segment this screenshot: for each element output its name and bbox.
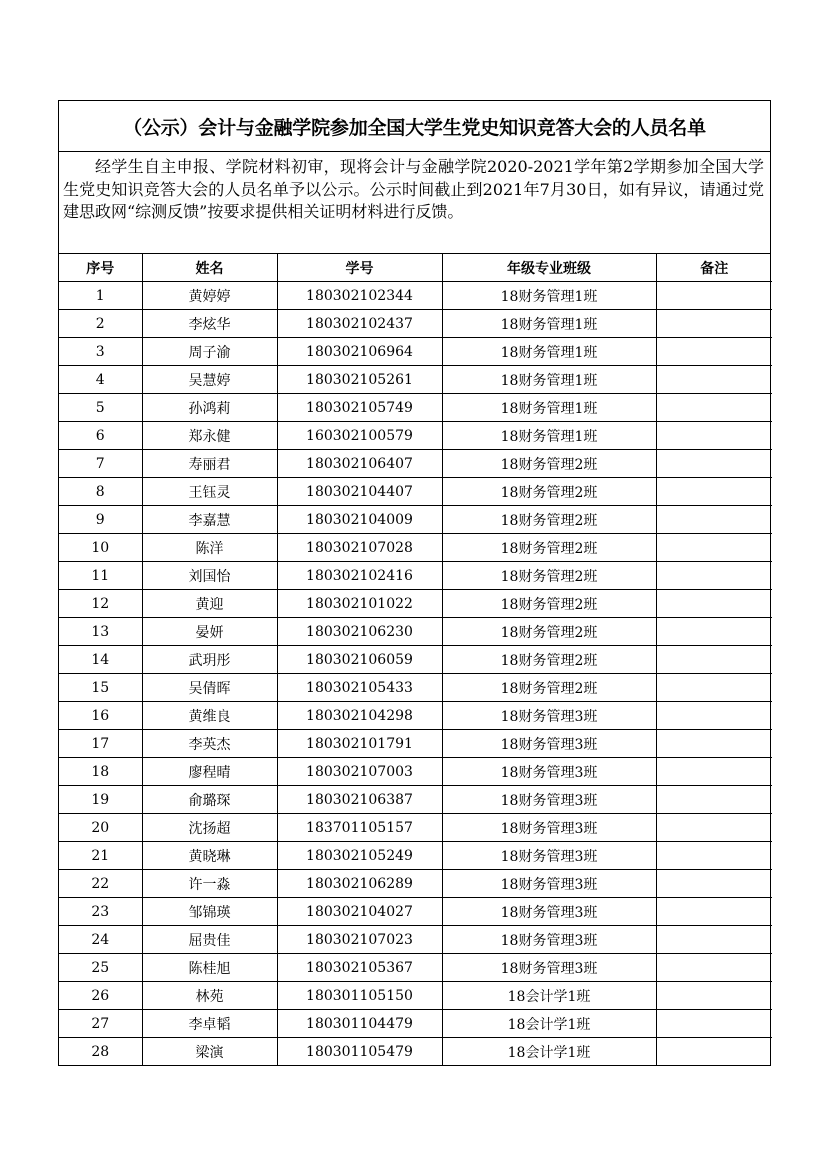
cell-student-id: 180302104009 — [277, 506, 442, 534]
cell-student-id: 180302106059 — [277, 646, 442, 674]
header-remarks: 备注 — [656, 254, 772, 282]
table-row — [59, 562, 772, 590]
cell-index: 19 — [59, 786, 142, 814]
table-row — [59, 926, 772, 954]
table-header-row — [59, 254, 772, 282]
cell-class: 18财务管理3班 — [442, 842, 656, 870]
cell-class: 18财务管理2班 — [442, 534, 656, 562]
cell-index: 20 — [59, 814, 142, 842]
cell-name: 廖程晴 — [142, 758, 277, 786]
table-row — [59, 282, 772, 310]
cell-student-id: 180302101791 — [277, 730, 442, 758]
cell-class: 18财务管理3班 — [442, 926, 656, 954]
cell-index: 14 — [59, 646, 142, 674]
cell-remarks — [656, 786, 772, 814]
cell-student-id: 180301104479 — [277, 1010, 442, 1038]
cell-remarks — [656, 702, 772, 730]
cell-remarks — [656, 310, 772, 338]
header-name: 姓名 — [142, 254, 277, 282]
cell-index: 3 — [59, 338, 142, 366]
cell-name: 刘国怡 — [142, 562, 277, 590]
document-title: （公示）会计与金融学院参加全国大学生党史知识竞答大会的人员名单 — [59, 101, 770, 152]
cell-index: 9 — [59, 506, 142, 534]
cell-name: 俞璐琛 — [142, 786, 277, 814]
cell-class: 18财务管理1班 — [442, 394, 656, 422]
table-row — [59, 954, 772, 982]
table-row — [59, 730, 772, 758]
cell-name: 黄迎 — [142, 590, 277, 618]
cell-class: 18财务管理3班 — [442, 954, 656, 982]
cell-remarks — [656, 870, 772, 898]
cell-remarks — [656, 730, 772, 758]
cell-remarks — [656, 814, 772, 842]
cell-name: 许一淼 — [142, 870, 277, 898]
cell-student-id: 180302107028 — [277, 534, 442, 562]
cell-class: 18会计学1班 — [442, 982, 656, 1010]
cell-name: 黄婷婷 — [142, 282, 277, 310]
table-row — [59, 394, 772, 422]
cell-class: 18财务管理1班 — [442, 338, 656, 366]
cell-class: 18财务管理2班 — [442, 478, 656, 506]
cell-class: 18财务管理1班 — [442, 282, 656, 310]
table-row — [59, 590, 772, 618]
header-index: 序号 — [59, 254, 142, 282]
cell-class: 18会计学1班 — [442, 1038, 656, 1066]
cell-remarks — [656, 338, 772, 366]
table-row — [59, 450, 772, 478]
cell-class: 18财务管理1班 — [442, 310, 656, 338]
cell-remarks — [656, 562, 772, 590]
cell-student-id: 180302102344 — [277, 282, 442, 310]
cell-class: 18财务管理3班 — [442, 758, 656, 786]
table-row — [59, 814, 772, 842]
cell-index: 18 — [59, 758, 142, 786]
cell-student-id: 180302104407 — [277, 478, 442, 506]
table-row — [59, 758, 772, 786]
cell-remarks — [656, 506, 772, 534]
table-row — [59, 618, 772, 646]
cell-class: 18财务管理3班 — [442, 898, 656, 926]
cell-remarks — [656, 674, 772, 702]
cell-student-id: 180302105261 — [277, 366, 442, 394]
cell-name: 李英杰 — [142, 730, 277, 758]
cell-remarks — [656, 394, 772, 422]
cell-name: 陈桂旭 — [142, 954, 277, 982]
cell-remarks — [656, 478, 772, 506]
cell-name: 吴慧婷 — [142, 366, 277, 394]
table-row — [59, 1010, 772, 1038]
cell-index: 22 — [59, 870, 142, 898]
announcement-sheet — [58, 100, 771, 1066]
table-row — [59, 310, 772, 338]
cell-name: 孙鸿莉 — [142, 394, 277, 422]
cell-index: 4 — [59, 366, 142, 394]
cell-student-id: 180302105367 — [277, 954, 442, 982]
cell-student-id: 180302107003 — [277, 758, 442, 786]
cell-index: 23 — [59, 898, 142, 926]
cell-name: 寿丽君 — [142, 450, 277, 478]
table-row — [59, 702, 772, 730]
cell-index: 12 — [59, 590, 142, 618]
cell-student-id: 180302104298 — [277, 702, 442, 730]
cell-student-id: 180302102416 — [277, 562, 442, 590]
cell-name: 邹锦瑛 — [142, 898, 277, 926]
cell-student-id: 180302106407 — [277, 450, 442, 478]
table-row — [59, 338, 772, 366]
cell-remarks — [656, 926, 772, 954]
cell-name: 梁演 — [142, 1038, 277, 1066]
cell-index: 6 — [59, 422, 142, 450]
cell-remarks — [656, 422, 772, 450]
cell-student-id: 180302105749 — [277, 394, 442, 422]
cell-student-id: 180302102437 — [277, 310, 442, 338]
cell-class: 18财务管理2班 — [442, 450, 656, 478]
cell-name: 沈扬超 — [142, 814, 277, 842]
cell-class: 18财务管理2班 — [442, 590, 656, 618]
cell-name: 陈洋 — [142, 534, 277, 562]
cell-index: 26 — [59, 982, 142, 1010]
cell-remarks — [656, 646, 772, 674]
cell-remarks — [656, 898, 772, 926]
cell-remarks — [656, 982, 772, 1010]
cell-index: 24 — [59, 926, 142, 954]
cell-name: 周子渝 — [142, 338, 277, 366]
table-row — [59, 898, 772, 926]
cell-name: 黄维良 — [142, 702, 277, 730]
cell-class: 18财务管理3班 — [442, 702, 656, 730]
cell-name: 吴倩晖 — [142, 674, 277, 702]
table-row — [59, 674, 772, 702]
cell-name: 郑永健 — [142, 422, 277, 450]
header-class: 年级专业班级 — [442, 254, 656, 282]
cell-student-id: 180302104027 — [277, 898, 442, 926]
table-row — [59, 982, 772, 1010]
table-row — [59, 842, 772, 870]
table-row — [59, 646, 772, 674]
cell-student-id: 183701105157 — [277, 814, 442, 842]
cell-index: 13 — [59, 618, 142, 646]
cell-class: 18财务管理3班 — [442, 870, 656, 898]
cell-index: 5 — [59, 394, 142, 422]
participants-table — [59, 254, 772, 1065]
cell-class: 18财务管理1班 — [442, 422, 656, 450]
cell-name: 林苑 — [142, 982, 277, 1010]
cell-index: 1 — [59, 282, 142, 310]
cell-remarks — [656, 450, 772, 478]
cell-class: 18财务管理2班 — [442, 674, 656, 702]
cell-student-id: 180302105433 — [277, 674, 442, 702]
cell-index: 8 — [59, 478, 142, 506]
cell-student-id: 180302106289 — [277, 870, 442, 898]
cell-student-id: 180302106964 — [277, 338, 442, 366]
cell-remarks — [656, 590, 772, 618]
cell-student-id: 180301105150 — [277, 982, 442, 1010]
cell-index: 7 — [59, 450, 142, 478]
cell-index: 15 — [59, 674, 142, 702]
cell-name: 武玥彤 — [142, 646, 277, 674]
cell-name: 李嘉慧 — [142, 506, 277, 534]
cell-student-id: 180302101022 — [277, 590, 442, 618]
table-row — [59, 506, 772, 534]
table-row — [59, 870, 772, 898]
header-student-id: 学号 — [277, 254, 442, 282]
cell-index: 16 — [59, 702, 142, 730]
cell-class: 18财务管理3班 — [442, 730, 656, 758]
table-row — [59, 1038, 772, 1066]
cell-student-id: 180302105249 — [277, 842, 442, 870]
cell-remarks — [656, 534, 772, 562]
cell-remarks — [656, 366, 772, 394]
cell-student-id: 180302106387 — [277, 786, 442, 814]
cell-remarks — [656, 1038, 772, 1066]
table-row — [59, 786, 772, 814]
cell-name: 王钰灵 — [142, 478, 277, 506]
cell-name: 李卓韬 — [142, 1010, 277, 1038]
cell-name: 黄晓琳 — [142, 842, 277, 870]
cell-class: 18财务管理1班 — [442, 366, 656, 394]
cell-name: 屈贵佳 — [142, 926, 277, 954]
cell-remarks — [656, 842, 772, 870]
cell-remarks — [656, 618, 772, 646]
cell-index: 10 — [59, 534, 142, 562]
cell-remarks — [656, 282, 772, 310]
table-row — [59, 478, 772, 506]
cell-index: 28 — [59, 1038, 142, 1066]
cell-index: 27 — [59, 1010, 142, 1038]
cell-remarks — [656, 1010, 772, 1038]
cell-student-id: 180301105479 — [277, 1038, 442, 1066]
table-row — [59, 534, 772, 562]
cell-class: 18财务管理2班 — [442, 562, 656, 590]
cell-index: 2 — [59, 310, 142, 338]
cell-name: 李炫华 — [142, 310, 277, 338]
cell-name: 晏妍 — [142, 618, 277, 646]
cell-class: 18会计学1班 — [442, 1010, 656, 1038]
cell-class: 18财务管理2班 — [442, 646, 656, 674]
cell-index: 25 — [59, 954, 142, 982]
cell-index: 11 — [59, 562, 142, 590]
cell-student-id: 180302106230 — [277, 618, 442, 646]
cell-student-id: 180302107023 — [277, 926, 442, 954]
cell-remarks — [656, 758, 772, 786]
cell-student-id: 160302100579 — [277, 422, 442, 450]
table-row — [59, 422, 772, 450]
cell-class: 18财务管理3班 — [442, 814, 656, 842]
table-row — [59, 366, 772, 394]
cell-index: 17 — [59, 730, 142, 758]
cell-remarks — [656, 954, 772, 982]
notice-paragraph: 经学生自主申报、学院材料初审，现将会计与金融学院2020-2021学年第2学期参加全国大学生党史知识竞答大会的人员名单予以公示。公示时间截止到2021年7月30日，如有异议，请通过党建思政网“综测反馈”按要求提供相关证明材料进行反馈。 — [59, 152, 770, 254]
cell-class: 18财务管理2班 — [442, 506, 656, 534]
cell-class: 18财务管理3班 — [442, 786, 656, 814]
cell-index: 21 — [59, 842, 142, 870]
cell-class: 18财务管理2班 — [442, 618, 656, 646]
